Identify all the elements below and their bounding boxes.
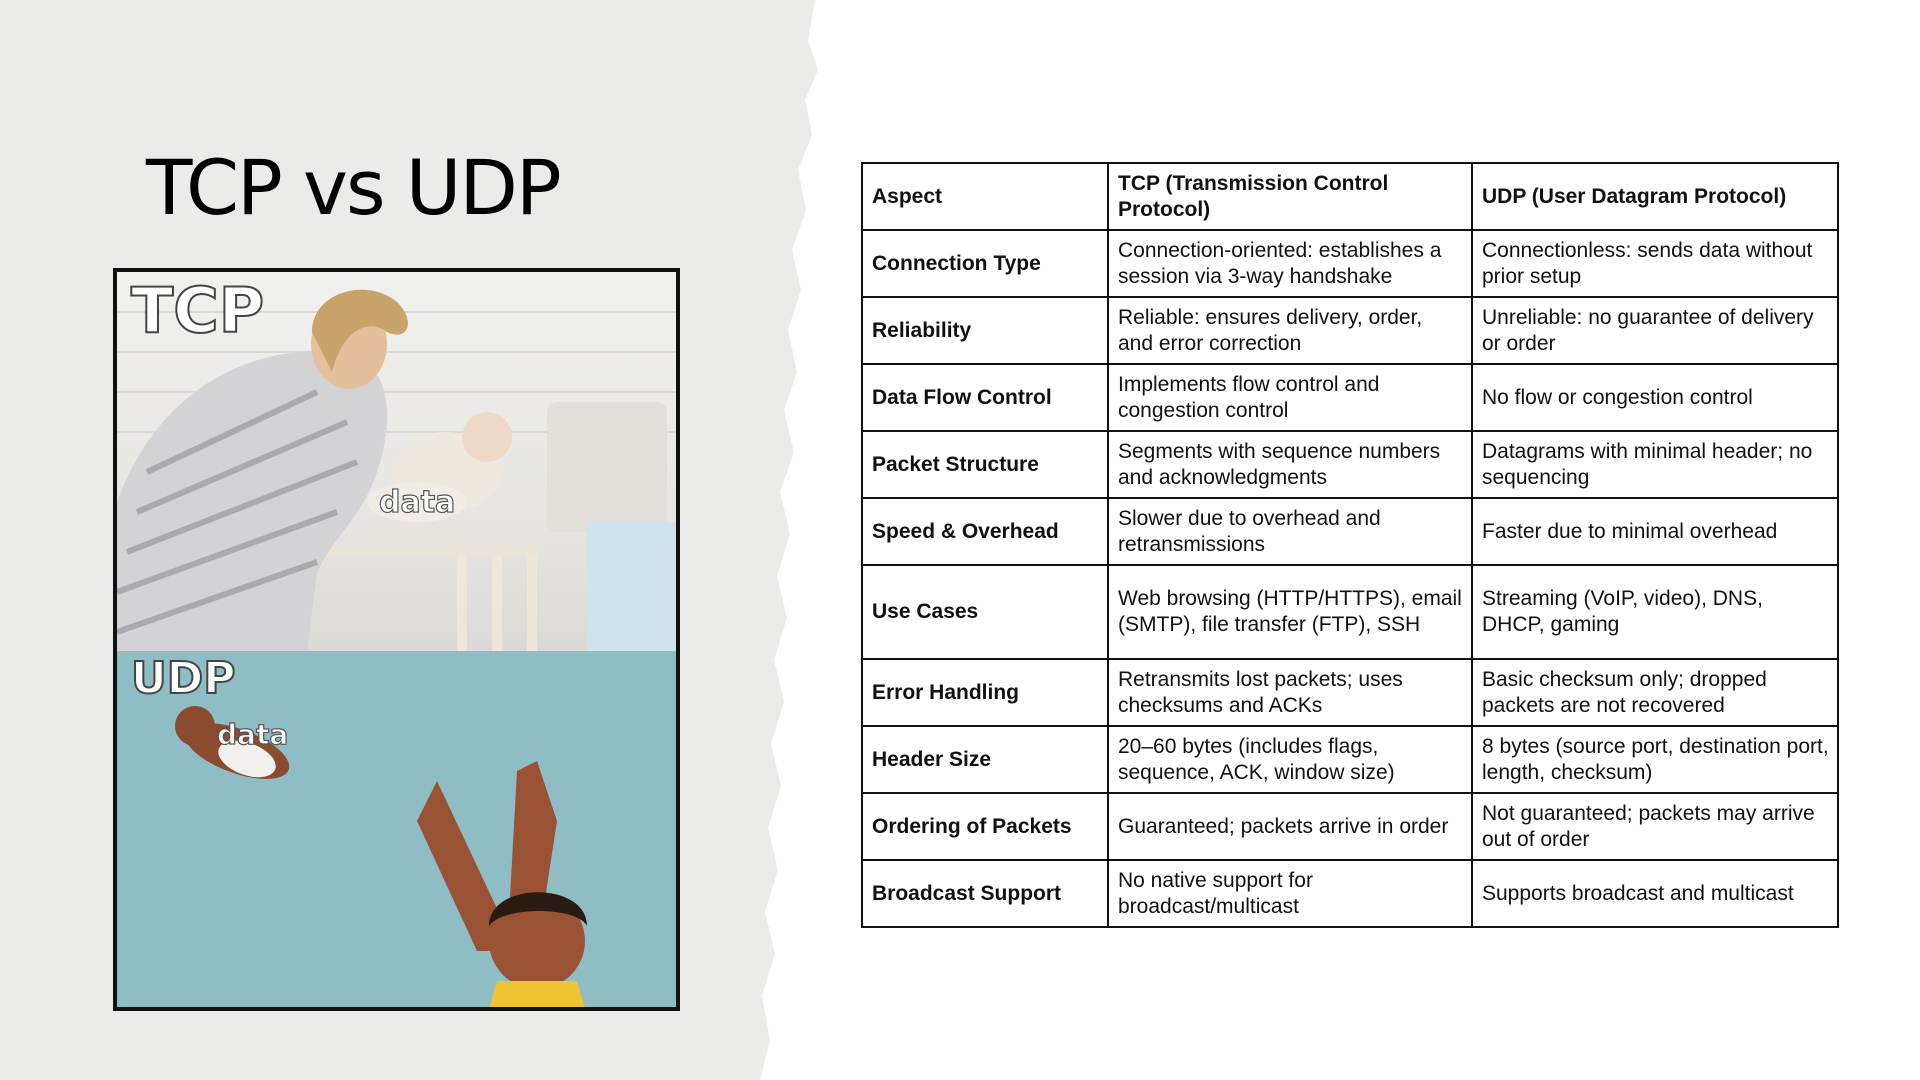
cell-udp: Faster due to minimal overhead xyxy=(1472,498,1838,565)
cell-tcp: No native support for broadcast/multicast xyxy=(1108,860,1472,927)
cell-aspect: Ordering of Packets xyxy=(862,793,1108,860)
tcp-label: TCP xyxy=(131,274,265,347)
cell-tcp: Web browsing (HTTP/HTTPS), email (SMTP), file transfer (FTP), SSH xyxy=(1108,565,1472,659)
udp-data-label: data xyxy=(217,718,289,751)
table-row xyxy=(862,793,1838,860)
cell-tcp: Slower due to overhead and retransmissions xyxy=(1108,498,1472,565)
table-row xyxy=(862,860,1838,927)
cell-udp: Datagrams with minimal header; no sequencing xyxy=(1472,431,1838,498)
header-aspect: Aspect xyxy=(862,163,1108,230)
udp-label: UDP xyxy=(131,653,236,704)
tcp-data-label: data xyxy=(379,485,456,520)
cell-aspect: Reliability xyxy=(862,297,1108,364)
cell-udp: Not guaranteed; packets may arrive out of order xyxy=(1472,793,1838,860)
table-row xyxy=(862,297,1838,364)
cell-aspect: Connection Type xyxy=(862,230,1108,297)
cell-udp: 8 bytes (source port, destination port, length, checksum) xyxy=(1472,726,1838,793)
cell-aspect: Speed & Overhead xyxy=(862,498,1108,565)
cell-aspect: Data Flow Control xyxy=(862,364,1108,431)
header-udp: UDP (User Datagram Protocol) xyxy=(1472,163,1838,230)
page-title: TCP vs UDP xyxy=(146,143,560,232)
cell-tcp: Reliable: ensures delivery, order, and error correction xyxy=(1108,297,1472,364)
cell-tcp: Segments with sequence numbers and acknowledgments xyxy=(1108,431,1472,498)
cell-udp: No flow or congestion control xyxy=(1472,364,1838,431)
cell-aspect: Header Size xyxy=(862,726,1108,793)
table-row xyxy=(862,364,1838,431)
cell-udp: Supports broadcast and multicast xyxy=(1472,860,1838,927)
comparison-table xyxy=(861,162,1839,928)
tcp-udp-meme-image xyxy=(113,268,680,1011)
cell-aspect: Error Handling xyxy=(862,659,1108,726)
udp-scene-illustration xyxy=(117,651,676,1011)
tcp-meme-panel xyxy=(117,272,676,651)
table-row xyxy=(862,726,1838,793)
table-row xyxy=(862,498,1838,565)
table-row xyxy=(862,565,1838,659)
table-row xyxy=(862,230,1838,297)
cell-udp: Basic checksum only; dropped packets are not recovered xyxy=(1472,659,1838,726)
cell-udp: Streaming (VoIP, video), DNS, DHCP, gaming xyxy=(1472,565,1838,659)
cell-udp: Unreliable: no guarantee of delivery or order xyxy=(1472,297,1838,364)
cell-aspect: Use Cases xyxy=(862,565,1108,659)
cell-aspect: Broadcast Support xyxy=(862,860,1108,927)
udp-meme-panel xyxy=(117,651,676,1011)
table-row xyxy=(862,659,1838,726)
table-header-row xyxy=(862,163,1838,230)
header-tcp: TCP (Transmission Control Protocol) xyxy=(1108,163,1472,230)
cell-tcp: Implements flow control and congestion control xyxy=(1108,364,1472,431)
cell-tcp: 20–60 bytes (includes flags, sequence, ACK, window size) xyxy=(1108,726,1472,793)
comparison-table-container xyxy=(861,162,1837,928)
cell-tcp: Guaranteed; packets arrive in order xyxy=(1108,793,1472,860)
cell-tcp: Retransmits lost packets; uses checksums and ACKs xyxy=(1108,659,1472,726)
cell-aspect: Packet Structure xyxy=(862,431,1108,498)
cell-udp: Connectionless: sends data without prior setup xyxy=(1472,230,1838,297)
table-row xyxy=(862,431,1838,498)
cell-tcp: Connection-oriented: establishes a session via 3-way handshake xyxy=(1108,230,1472,297)
